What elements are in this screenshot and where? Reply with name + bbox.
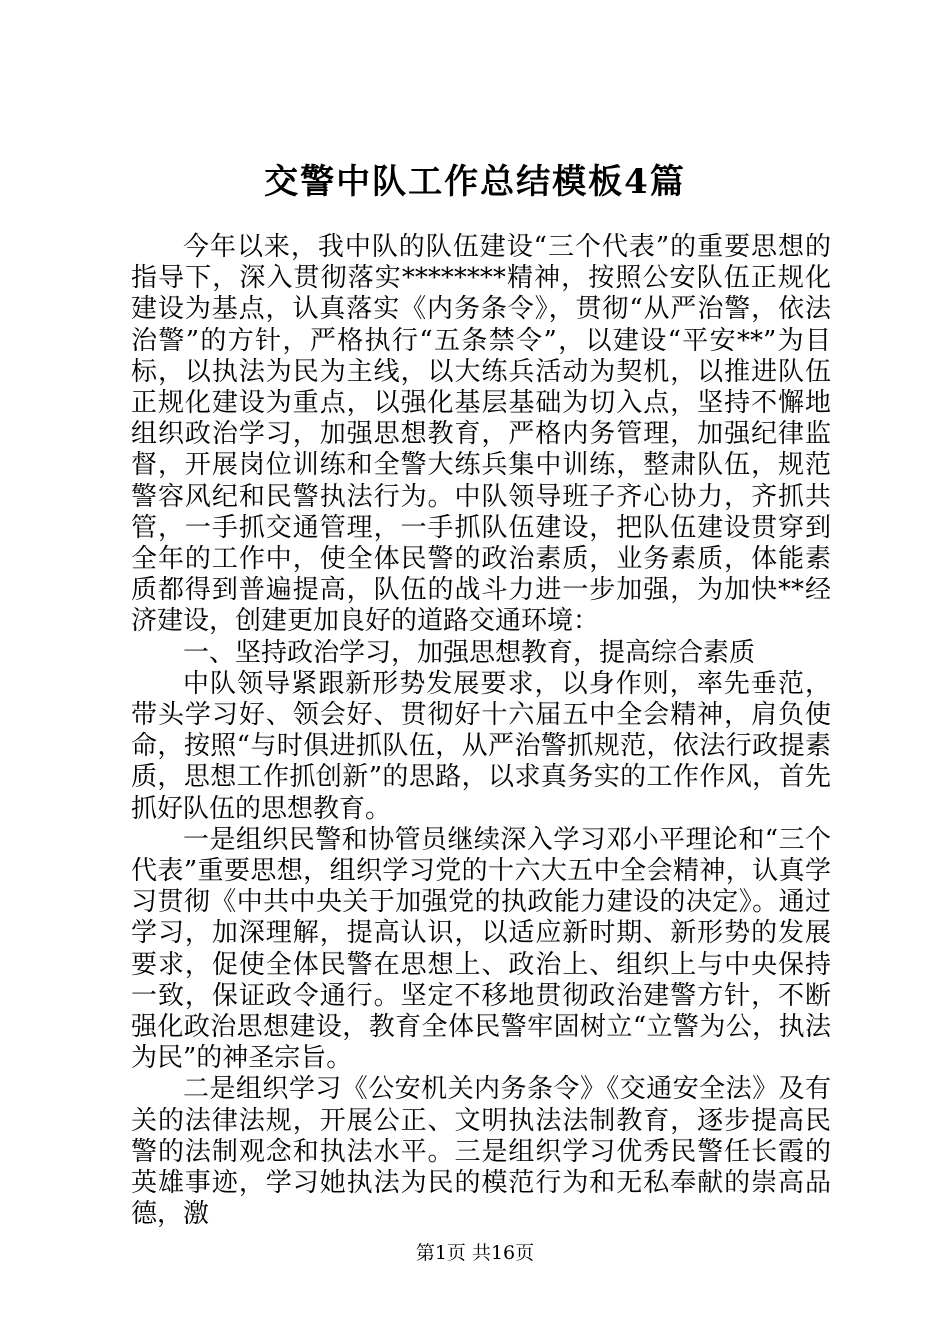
paragraph-point-one: 一是组织民警和协管员继续深入学习邓小平理论和“三个代表”重要思想，组织学习党的十六大五中全会精神，认真学习贯彻《中共中央关于加强党的执政能力建设的决定》。通过学习，加深理解，提高认识，以适应新时期、新形势的发展要求，促使全体民警在思想上、政治上、组织上与中央保持一致，保证政令通行。坚定不移地贯彻政治建警方针，不断强化政治思想建设，教育全体民警牢固树立“立警为公，执法为民”的神圣宗旨。 — [131, 824, 831, 1074]
paragraph-leadership: 中队领导紧跟新形势发展要求，以身作则，率先垂范，带头学习好、领会好、贯彻好十六届五中全会精神，肩负使命，按照“与时俱进抓队伍，从严治警抓规范，依法行政提素质，思想工作抓创新”的思路，以求真务实的工作作风，首先抓好队伍的思想教育。 — [131, 668, 831, 824]
paragraph-intro: 今年以来，我中队的队伍建设“三个代表”的重要思想的指导下，深入贯彻落实********精神，按照公安队伍正规化建设为基点，认真落实《内务条令》，贯彻“从严治警，依法治警”的方针，严格执行“五条禁令”，以建设“平安**”为目标，以执法为民为主线，以大练兵活动为契机，以推进队伍正规化建设为重点，以强化基层基础为切入点，坚持不懈地组织政治学习，加强思想教育，严格内务管理，加强纪律监督，开展岗位训练和全警大练兵集中训练，整肃队伍，规范警容风纪和民警执法行为。中队领导班子齐心协力，齐抓共管，一手抓交通管理，一手抓队伍建设，把队伍建设贯穿到全年的工作中，使全体民警的政治素质，业务素质，体能素质都得到普遍提高，队伍的战斗力进一步加强，为加快**经济建设，创建更加良好的道路交通环境： — [131, 232, 831, 637]
document-title: 交警中队工作总结模板4篇 — [264, 162, 686, 202]
paragraph-point-two-three: 二是组织学习《公安机关内务条令》《交通安全法》及有关的法律法规，开展公正、文明执法法制教育，逐步提高民警的法制观念和执法水平。三是组织学习优秀民警任长霞的英雄事迹，学习她执法为民的模范行为和无私奉献的崇高品德，激 — [131, 1074, 831, 1230]
page-number-footer: 第1页 共16页 — [415, 1242, 535, 1264]
section-heading-1: 一、坚持政治学习，加强思想教育，提高综合素质 — [183, 637, 756, 668]
document-body — [131, 232, 831, 1231]
